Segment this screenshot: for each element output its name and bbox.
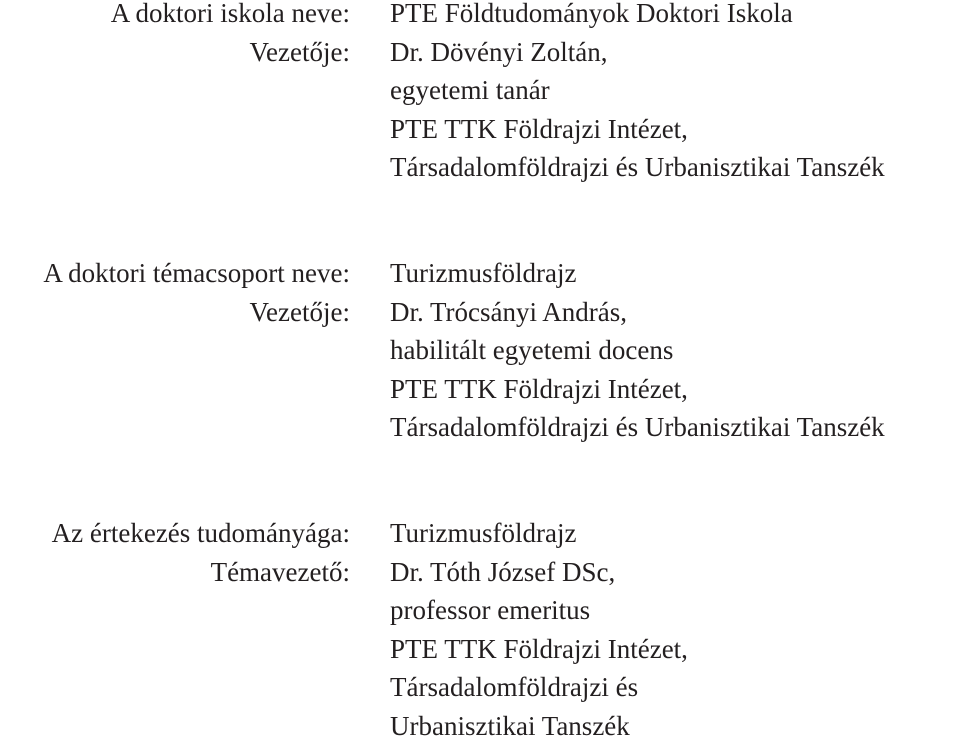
topic-leader-department-row [0, 408, 960, 447]
topic-leader-institute: PTE TTK Földrajzi Intézet, [390, 370, 688, 409]
school-leader-title-row [0, 71, 960, 110]
topic-leader-title: habilitált egyetemi docens [390, 331, 673, 370]
thesis-supervisor-institute-row [0, 630, 960, 669]
doctoral-school-section [0, 0, 960, 187]
thesis-supervisor-title: professor emeritus [390, 591, 590, 630]
school-name-label: A doktori iskola neve: [111, 0, 350, 33]
thesis-supervisor-department-cont: Urbanisztikai Tanszék [390, 707, 630, 745]
school-leader-row [0, 33, 960, 72]
topic-leader-row [0, 293, 960, 332]
topic-leader-name: Dr. Trócsányi András, [390, 293, 627, 332]
school-name-row [0, 0, 960, 33]
thesis-field-row [0, 514, 960, 553]
school-leader-department: Társadalomföldrajzi és Urbanisztikai Tanszék [390, 148, 885, 187]
topic-name-value: Turizmusföldrajz [390, 254, 576, 293]
thesis-supervisor-institute: PTE TTK Földrajzi Intézet, [390, 630, 688, 669]
thesis-supervisor-name: Dr. Tóth József DSc, [390, 553, 615, 592]
thesis-field-value: Turizmusföldrajz [390, 514, 576, 553]
school-name-value: PTE Földtudományok Doktori Iskola [390, 0, 793, 33]
topic-group-section [0, 254, 960, 447]
thesis-supervisor-department: Társadalomföldrajzi és [390, 668, 638, 707]
thesis-section [0, 514, 960, 745]
thesis-supervisor-row [0, 553, 960, 592]
topic-leader-label: Vezetője: [250, 293, 350, 332]
school-leader-institute: PTE TTK Földrajzi Intézet, [390, 110, 688, 149]
school-leader-department-row [0, 148, 960, 187]
thesis-supervisor-department-row [0, 668, 960, 707]
topic-leader-title-row [0, 331, 960, 370]
school-leader-title: egyetemi tanár [390, 71, 550, 110]
topic-leader-department: Társadalomföldrajzi és Urbanisztikai Tanszék [390, 408, 885, 447]
thesis-supervisor-title-row [0, 591, 960, 630]
thesis-supervisor-department-cont-row [0, 707, 960, 745]
school-leader-label: Vezetője: [250, 33, 350, 72]
thesis-supervisor-label: Témavezető: [211, 553, 350, 592]
topic-name-label: A doktori témacsoport neve: [43, 254, 350, 293]
thesis-field-label: Az értekezés tudományága: [52, 514, 350, 553]
topic-name-row [0, 254, 960, 293]
school-leader-name: Dr. Dövényi Zoltán, [390, 33, 607, 72]
school-leader-institute-row [0, 110, 960, 149]
topic-leader-institute-row [0, 370, 960, 409]
